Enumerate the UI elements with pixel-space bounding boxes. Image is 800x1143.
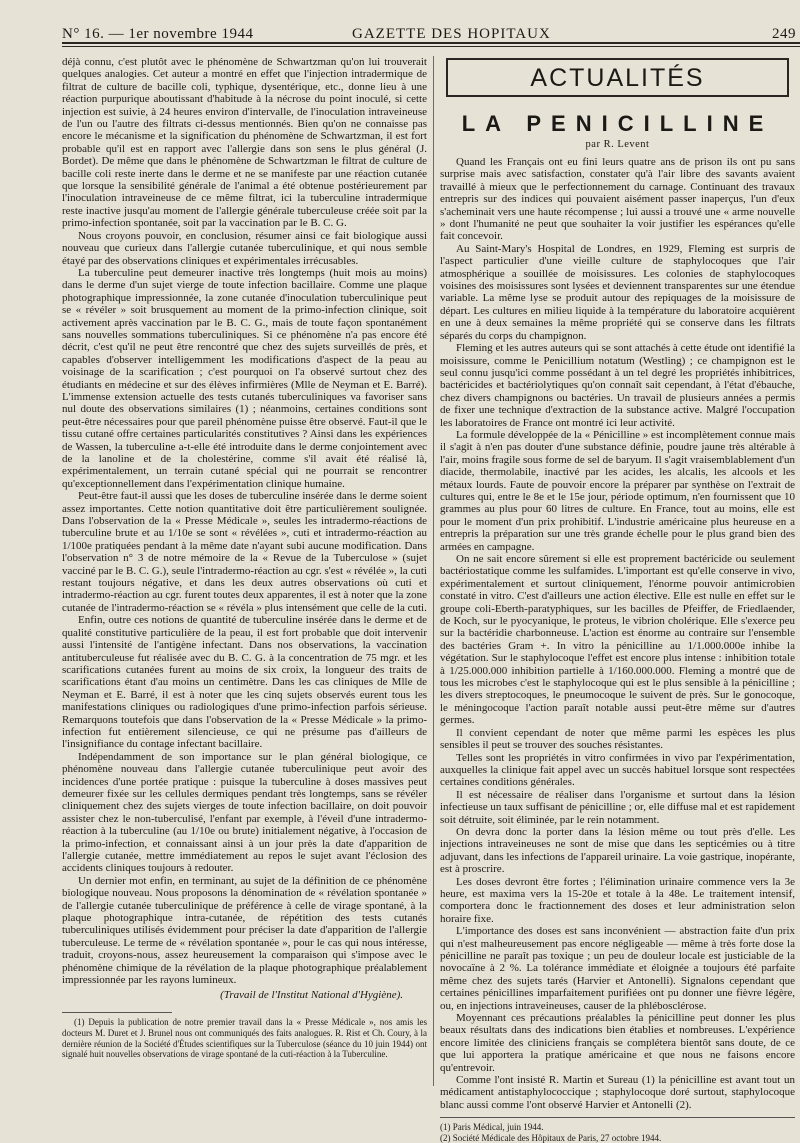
column-divider [433, 56, 434, 1086]
right-paragraph: La formule développée de la « Pénicilline » est incomplètement connue mais il s'agit à n'en pas douter d'une substance définie, poudre jaune très altérable à l'air, moins fragile sous forme de sel de baryum. Il s'agit vraisemblablement d'un diacide, thermolabile, inactivé par les acides, les alcalis, les alcools et les métaux lourds. Faute de pouvoir encore la préparer par synthèse on l'extrait de cultures qui, entre le 8e et le 15e jour, période optimum, n'en fournissent que 10 grammes au plus pour 60 litres de culture. En France, tout au moins, elle est pour le moment d'un prix prohibitif. L'industrie américaine plus heureuse en a entrepris la préparation sur une très grande échelle pour le plus grand bien des armées en campagne. [440, 428, 795, 553]
left-paragraph: La tuberculine peut demeurer inactive très longtemps (huit mois au moins) dans le derme d'un sujet vierge de toute infection bacillaire. Comme une plaque photographique impressionnée, la zone cutanée d'inoculation tuberculinique peut se « révéler » soit brusquement au moment de la primo-infection clinique, soit activement après vaccination par le B. C. G., mais de toute façon spontanément sans nouvelles sommations tuberculiniques. Si ce phénomène n'a pas encore été décrit, c'est qu'il ne peut être rencontré que chez des sujets surveillés de près, et capables d'observer intelligemment les modifications d'aspect de la peau au voisinage de la scarification ; c'est pourquoi on l'a observé surtout chez des étudiants en médecine et sur des élèves infirmières (Mlle de Neyman et E. Barré). L'immense extension actuelle des tests cutanés tuberculiniques va favoriser sans nul doute des observations similaires (1) ; néanmoins, certaines conditions sont peut-être nécessaires pour que pareil phénomène puisse être observé. Faut-il que le tissu cutané offre certaines particularités constitutives ? Ainsi dans les expériences de Wassen, la tuberculine a-t-elle été introduite dans le derme conjointement avec de la lanoline et de la cholestérine, comme s'il avait été réalisé là, expérimentalement, un terrain cutané spécial qui ne pourrait se rencontrer qu'exceptionnellement dans l'expérimentation clinique humaine. [62, 266, 427, 490]
article-byline: par R. Levent [585, 139, 650, 150]
right-paragraph: Les doses devront être fortes ; l'élimination urinaire commence vers la 3e heure, est maxima vers la 15-20e et totale à la 48e. Le traitement intensif, comportera donc le fractionnement des doses et leur administration selon horaire fixe. [440, 875, 795, 925]
page-number: 249 [772, 26, 796, 42]
right-paragraph: Il convient cependant de noter que même parmi les espèces les plus sensibles il peut se trouver des souches résistantes. [440, 726, 795, 752]
right-paragraph: Moyennant ces précautions préalables la pénicilline peut donner les plus beaux résultats dans des indications bien établies et nombreuses. L'expérience encore limitée des cliniciens français se complétera bientôt sans doute, de ce que lui apportera la pratique américaine et que nous ne faisons encore qu'entrevoir. [440, 1012, 795, 1074]
right-footnote: (2) Société Médicale des Hôpitaux de Paris, 27 octobre 1944. [440, 1132, 662, 1143]
right-paragraph: Quand les Français ont eu fini leurs quatre ans de prison ils ont pu sans surprise mais avec satisfaction, constater qu'à l'air libre des savants avaient travaillé à mieux que le perfectionnement du carnage. Continuant des travaux entrepris sur des indices qui pouvaient aisément passer inaperçus, l'un d'eux s'acheminait vers une haute récompense ; lui aussi a trouvé une « arme nouvelle » dont l'humanité ne peut que souhaiter la voir justifier les espérances qu'elle fait concevoir. [440, 156, 795, 243]
right-article-body [440, 156, 795, 1111]
right-paragraph: Fleming et les autres auteurs qui se sont attachés à cette étude ont identifié la moisissure, comme le Penicillium notatum (Westling) ; ce champignon est le seul connu jusqu'ici comme possédant à un tel degré les propriétés inhibitrices, bactéricides et bactériolytiques qu'on connaît sait cependant, à l'état d'ébauche, chez divers champignons ou bactéries. Un travail de plusieurs années a permis de fixer une technique d'extraction de la substance active. Malgré l'occupation les laboratoires de France ont montré ici leur activité. [440, 342, 795, 429]
header-rule-thin [62, 46, 800, 47]
right-paragraph: Comme l'ont insisté R. Martin et Sureau (1) la pénicilline est avant tout un médicament antistaphylococcique ; staphylocoque doré surtout, staphylocoque blanc aussi comme l'ont observé Harvier et Antonelli (2). [440, 1074, 795, 1111]
issue-date: N° 16. — 1er novembre 1944 [62, 26, 254, 42]
right-paragraph: L'importance des doses est sans inconvénient — abstraction faite d'un prix qui n'est malheureusement pas encore négligeable — même à très forte dose la pénicilline ne paraît pas toxique ; un peu de douleur locale est justiciable de la novocaïne à 2 %. La tolérance immédiate et éloignée a toujours été parfaite même chez des sujets tarés (Harvier et Antonelli). Signalons cependant que certaines pénicillines imparfaitement purifiées ont pu donner une fièvre légère, ou, en injections intraveineuses, causer de la phlébosclérose. [440, 925, 795, 1012]
left-paragraph: Un dernier mot enfin, en terminant, au sujet de la définition de ce phénomène biologique nouveau. Nous proposons la dénomination de « révélation spontanée » de l'allergie cutanée tuberculinique de préférence à celle de virage spontané, à la plaque photographique intra-cutanée, de répétition des tests cutanés tuberculiniques utilisés évidemment pour préciser la date d'apparition de l'allergie tuberculeuse. Le terme de « révélation spontanée », pour le cas qui nous intéresse, traduit, croyons-nous, assez heureusement la comparaison qui s'impose avec le phénomène chimique de la révélation de la plaque photographique préalablement impressionnée par les rayons lumineux. [62, 874, 427, 987]
left-paragraph: déjà connu, c'est plutôt avec le phénomène de Schwartzman qu'on lui trouverait quelques analogies. Cet auteur a montré en effet que l'injection intradermique de filtrat de culture de bacille coli, typhique, dysentérique, etc., donne lieu à une réaction purpurique aboutissant d'habitude à la nécrose du point inoculé, si cette injection est suivie, à 24 heures environ d'intervalle, de l'inoculation intraveineuse de l'un ou l'autre des filtrats ci-dessus mentionnés. Bien qu'on ne connaisse pas encore le mécanisme et la signification du phénomène de Schwartzman, il est fort probable qu'il est en rapport avec l'allergie dans son sens le plus général (J. Bordet). De même que dans le phénomène de Schwartzman le filtrat de culture de bacille coli reste inerte dans le derme et ne se manifeste par une réaction cutanée que lorsque la sensibilité générale de l'animal a été obtenue postérieurement par l'inoculation intraveineuse de ce même filtrat, ici la tuberculine intradermique reste inactive jusqu'au moment de l'allergie générale tuberculeuse créée soit par la primo-infection spontanée, soit par la vaccination par le B. C. G. [62, 56, 427, 230]
right-paragraph: Il est nécessaire de réaliser dans l'organisme et surtout dans la lésion infectieuse un taux suffisant de pénicilline ; or, elle diffuse mal et est rapidement soit détruite, soit éliminée, par le rein notamment. [440, 788, 795, 826]
left-footnote: (1) Depuis la publication de notre premier travail dans la « Presse Médicale », nos amis les docteurs M. Duret et J. Brunel nous ont communiqués des faits analogues. R. Rist et Ch. Coury, à la dernière réunion de la Société d'Études scientifiques sur la Tuberculose (séance du 10 juin 1944) ont signalé huit nouvelles observations de virage spontané de la cuti-réaction à la Tuberculine. [62, 1017, 427, 1060]
journal-title: GAZETTE DES HOPITAUX [352, 26, 551, 42]
left-paragraph: Peut-être faut-il aussi que les doses de tuberculine insérée dans le derme soient assez importantes. Cette notion quantitative doit être particulièrement soulignée. Dans l'observation de la « Presse Médicale », seules les intradermo-réactions de tuberculine brute et au 1/10e se sont « révélées », cuti et intradermo-réaction au 1/100e pratiquées pendant à la même date n'ayant subi aucune modification. Dans l'observation n° 3 de notre mémoire de la « Revue de la Tuberculose » (sujet vacciné par le B. C. G.), seule l'intradermo-réaction au cgr. s'est « révélée », la cuti restant toujours négative, et dans les deux autres observations où cuti et intradermo-réaction au cgr. furent toutes deux apparentes, il est à noter que la zone cutanée de l'intradermo-réaction se « révéla » plus intensément que celle de la cuti. [62, 490, 427, 614]
footnote-rule [62, 1012, 172, 1013]
footnote-rule [440, 1117, 795, 1118]
right-paragraph: Au Saint-Mary's Hospital de Londres, en 1929, Fleming est surpris de l'aspect particulier d'une vieille culture de staphylocoques que l'air atmosphérique a souillée de moisissures. Les colonies de staphylocoques voisines des moisissures sont lysées et deviennent transparentes sur une étendue variable. La même lyse se produit autour des repiquages de la moisissure de départ. Les cultures en milieu liquide à la température du laboratoire acquièrent en une à deux semaines la même propriété qui se conserve dans les filtrats séparés du corps du champignon. [440, 242, 795, 342]
left-article-body [62, 56, 427, 986]
page-header [62, 12, 800, 56]
right-paragraph: On devra donc la porter dans la lésion même ou tout près d'elle. Les injections intraveineuses ne sont de mise que dans les septicémies ou à titre adjuvant, dans les infections de l'appareil urinaire. La voie gastrique, inopérante, est à proscrire. [440, 825, 795, 876]
left-column [62, 56, 427, 1096]
left-paragraph: Nous croyons pouvoir, en conclusion, résumer ainsi ce fait biologique aussi nouveau que curieux dans l'allergie cutanée tuberculinique, et qui nous semble étayé par des observations cliniques et expérimentales irrécusables. [62, 229, 427, 267]
section-header-box [446, 58, 789, 97]
right-column [440, 56, 795, 1143]
right-footnote: (1) Paris Médical, juin 1944. [440, 1122, 544, 1133]
article-title: LA PENICILLINE [461, 111, 774, 136]
left-paragraph: Indépendamment de son importance sur le plan général biologique, ce phénomène nouveau dans l'allergie cutanée tuberculinique peut avoir des incidences d'une portée pratique : puisque la tuberculine à doses massives peut demeurer fixée sur les cellules dermiques pendant très longtemps, sans se révéler cliniquement chez des sujets vierges de toute infection bacillaire, on doit pouvoir assister chez le non-tuberculisé, l'enfant par exemple, à l'éveil d'une intradermo-réaction à la tuberculine (au 1/10e ou brute) initialement négative, à l'occasion de la primo-infection, et connaissant ainsi à un jour près la date d'apparition de l'allergie cutanée, mettre immédiatement au repos le sujet avant l'éclosion des accidents cliniques toujours à redouter. [62, 750, 427, 875]
header-rule [62, 42, 800, 44]
section-title: ACTUALITÉS [530, 64, 705, 92]
article-signature: (Travail de l'Institut National d'Hygiène). [220, 989, 403, 1002]
right-paragraph: On ne sait encore sûrement si elle est proprement bactéricide ou seulement bactériostatique comme les sulfamides. L'important est qu'elle conserve in vivo, expérimentalement et surtout cliniquement, l'énorme pouvoir antimicrobien constaté in vitro. C'est d'ailleurs une action élective. Elle est nulle en effet sur le groupe coli-Eberth-paratyphiques, sur les bacilles de Pfeiffer, de Friedlaender, de Koch, sur le pyocyanique, le proteus, le vibrion cholérique. Elle s'exerce peu sur la bactéridie charbonneuse. L'action est énorme au contraire sur l'ensemble des bactéries Gram +. In vitro la pénicilline au 1/1.000.000e inhibe la végétation. Sur le staphylocoque l'effet est encore plus intense : inhibition totale à 1/25.000.000 inhibition partielle à 1/160.000.000. Fleming a montré que de tous les microbes c'est le staphylocoque qui est le plus sensible à la pénicilline ; les divers streptocoques, le pneumocoque le suivent de près. Sur le gonocoque, le méningocoque l'action paraît notable aussi peut-être même sur d'autres germes. [440, 553, 795, 727]
left-paragraph: Enfin, outre ces notions de quantité de tuberculine insérée dans le derme et de qualité constitutive particulière de la peau, il est fort probable que doit intervenir aussi l'intensité de l'antigène infectant. Dans nos observations, la vaccination antituberculeuse fut réalisée avec du B. C. G. à la concentration de 75 mgr. et les scarifications cutanées furent au moins de six croix, la longueur des traits de scarifications étant d'au moins un centimètre. Dans les cas cliniques de Mlle de Neyman et E. Barré, il est à noter que les cinq sujets observés eurent tous les manifestations cliniques ou radiologiques d'une primo-infection parfois sérieuse. Remarquons toutefois que dans l'observation de la « Presse Médicale » la primo-infection fut entièrement silencieuse, ce qui ne présume pas d'ailleurs de l'insignifiance du contage infectant bacillaire. [62, 614, 427, 751]
right-paragraph: Telles sont les propriétés in vitro confirmées in vivo par l'expérimentation, auxquelles la clinique fait appel avec un succès habituel lorsque sont respectées certaines conditions générales. [440, 751, 795, 789]
